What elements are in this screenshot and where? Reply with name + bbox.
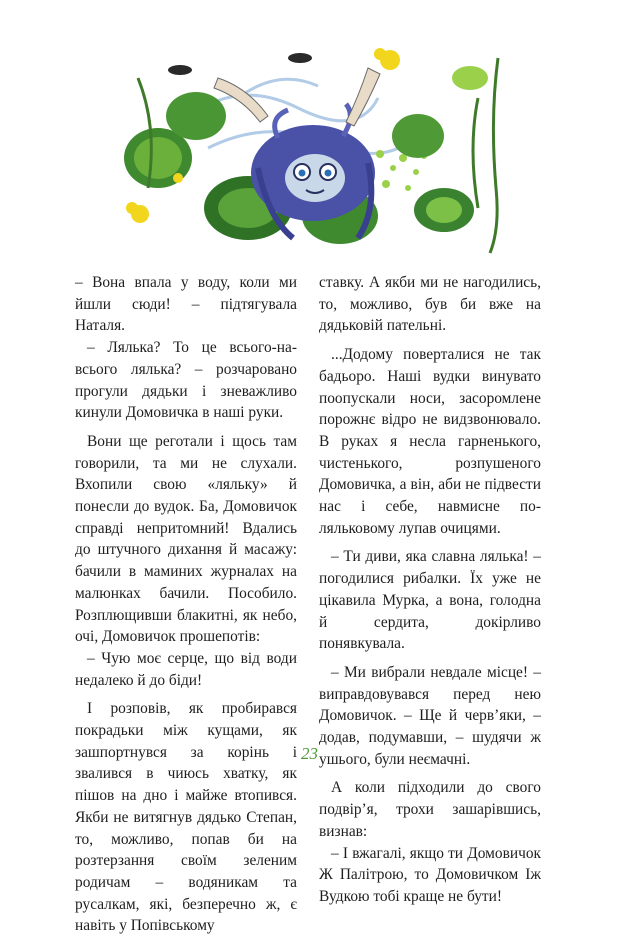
pond-illustration xyxy=(118,38,518,260)
paragraph: І розповів, як пробирався покрадьки між кущами, як зашпортнувся за корінь і звалився в чиюсь хватку, як пішов на дно і майже втопився. Якби не витягнув дядько Степан, то, можливо, попав би на розтерзання своїм зеленим родичам – водяникам та русалкам, які, безперечно ж, є навіть у Попівському xyxy=(75,700,297,935)
shoes xyxy=(168,53,312,75)
paragraph: – Вона впала у воду, коли ми йшли сюди! – підтягувала Наталя. xyxy=(75,274,297,335)
paragraph: ставку. А якби ми не нагодились, то, можливо, був би вже на дядьковій пательні. xyxy=(319,274,541,335)
page-number: 23 xyxy=(301,744,318,763)
paragraph: – І вжагалі, якщо ти Домовичок Ж Палітрою, то Домовичком Іж Вудкою тобі краще не бути! xyxy=(319,844,541,905)
right-column xyxy=(319,272,541,915)
paragraph: А коли підходили до свого подвір’я, трохи зашарівшись, визнав: xyxy=(319,779,541,840)
hands xyxy=(214,68,380,126)
paragraph: – Ти диви, яка славна лялька! – погодилися рибалки. Їх уже не цікавила Мурка, а вона, голодна й сердита, докірливо понявкувала. xyxy=(319,548,541,653)
paragraph: – Чую моє серце, що від води недалеко й до біди! xyxy=(75,649,297,689)
paragraph: Вони ще реготали і щось там говорили, та ми не слухали. Вхопили свою «ляльку» й понесли до вудок. Ба, Домовичок справді непритомний! Вдались до штучного дихання й масажу: бачили в маминих журналах на малюнках бачили. Пособило. Розплющивши блакитні, як небо, очі, Домовичок прошепотів: xyxy=(75,432,297,646)
paragraph: – Лялька? То це всього-на-всього лялька? – розчаровано прогули дядьки і зневажливо кинули Домовичка в наші руки. xyxy=(75,339,297,422)
left-column xyxy=(75,272,297,937)
paragraph: ...Додому поверталися не так бадьоро. Наші вудки винувато поопускали носи, засоромлене порожнє відро не видзвонювало. В руках я несла гарненького, чистенького, розпушеного Домовичка, а він, аби не підвести нас і себе, навмисне по-ляльковому лупав очицями. xyxy=(319,346,541,537)
paragraph: – Ми вибрали невдале місце! – виправдовувався перед нею Домовичок. – Ще й черв’яки, – додав, подумавши, – шудячи ж ушього, були неємачні. xyxy=(319,663,541,768)
